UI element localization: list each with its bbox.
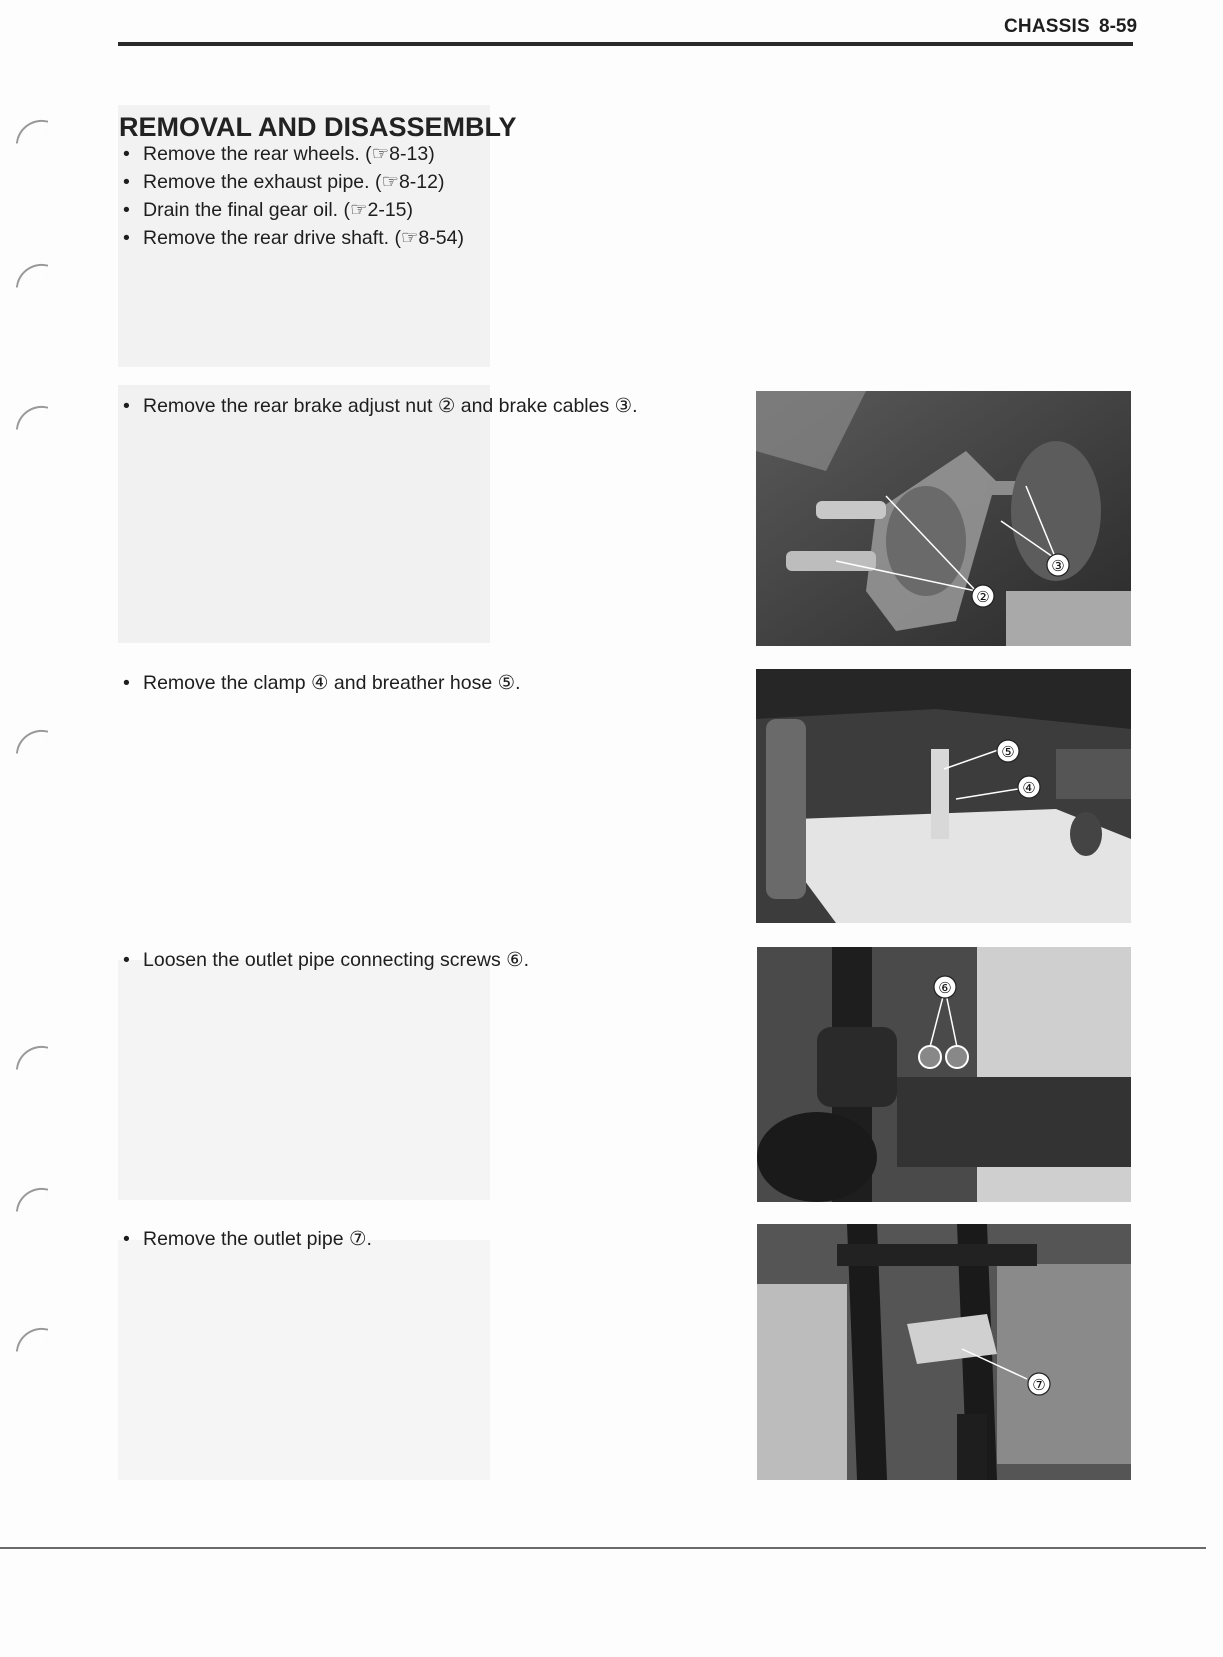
bleed-through-image xyxy=(118,960,490,1200)
step-text: • Remove the outlet pipe ⑦. xyxy=(123,1227,372,1251)
callout-label: ② xyxy=(976,588,990,606)
section-title: REMOVAL AND DISASSEMBLY xyxy=(119,112,517,142)
header-rule xyxy=(118,42,1133,46)
binder-hole-mark xyxy=(16,726,48,758)
photo-clamp-breather-hose xyxy=(756,669,1131,923)
binder-hole-mark xyxy=(16,1324,48,1356)
callout-label: ⑤ xyxy=(1001,743,1015,761)
binder-hole-mark xyxy=(16,260,48,292)
step-text: • Remove the rear brake adjust nut ② and brake cables ③. xyxy=(123,394,638,418)
binder-hole-mark xyxy=(16,402,48,434)
footer-rule xyxy=(0,1547,1206,1549)
header-page-number: 8-59 xyxy=(1099,16,1138,37)
intro-step: • Remove the exhaust pipe. (☞8-12) xyxy=(123,168,464,196)
photo-outlet-pipe xyxy=(757,1224,1131,1480)
callout-label: ③ xyxy=(1051,557,1065,575)
intro-step: • Drain the final gear oil. (☞2-15) xyxy=(123,196,464,224)
step-text: • Loosen the outlet pipe connecting screws ⑥. xyxy=(123,948,529,972)
bleed-through-image xyxy=(118,1240,490,1480)
binder-hole-mark xyxy=(16,1184,48,1216)
intro-step: • Remove the rear wheels. (☞8-13) xyxy=(123,140,464,168)
binder-hole-mark xyxy=(16,116,48,148)
callout-label: ⑥ xyxy=(938,979,952,997)
bleed-through-image xyxy=(118,385,490,643)
header-section: CHASSIS xyxy=(1004,16,1090,37)
step-text: • Remove the clamp ④ and breather hose ⑤. xyxy=(123,671,521,695)
intro-step-list xyxy=(123,140,464,252)
photo-outlet-pipe-screws xyxy=(757,947,1131,1202)
callout-label: ⑦ xyxy=(1032,1376,1046,1394)
photo-brake-adjust-nut xyxy=(756,391,1131,646)
callout-label: ④ xyxy=(1022,779,1036,797)
intro-step: • Remove the rear drive shaft. (☞8-54) xyxy=(123,224,464,252)
binder-hole-mark xyxy=(16,1042,48,1074)
